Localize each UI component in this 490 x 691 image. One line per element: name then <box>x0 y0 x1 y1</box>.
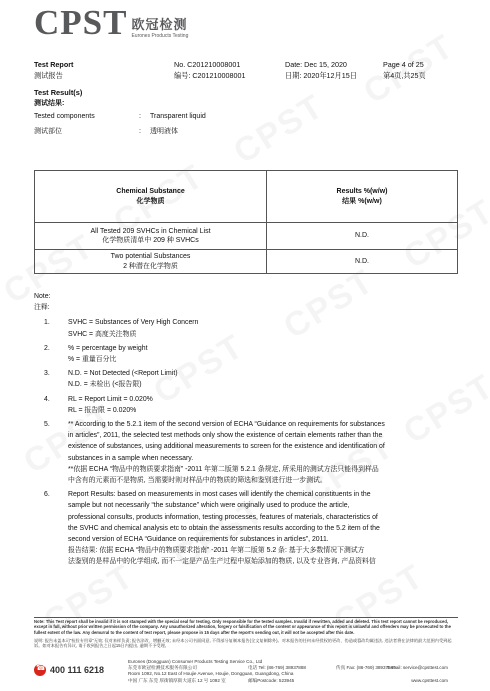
report-number-cn: 编号: C201210008001 <box>174 71 246 80</box>
address-row <box>128 678 448 684</box>
tested-components-label-cn: 测试部位 <box>34 128 62 135</box>
result-cell: N.D. <box>267 250 458 274</box>
substance-cell <box>35 223 267 250</box>
note-item <box>34 368 466 390</box>
note-number: 6. <box>44 491 50 499</box>
company-address-block <box>128 659 448 684</box>
note-line: 法鉴别的是样品中的化学组成, 而不一定是产品生产过程中原始添加的物质, 以及专业咨询, 产品资料信 <box>68 558 376 566</box>
note-item <box>34 317 466 339</box>
table-header-row <box>35 171 458 223</box>
address-en: Room 1092, No.12 East of Houjie Avenue, Houjie, Dongguan, Guangdong, China <box>128 671 294 677</box>
substance-cell <box>35 250 267 274</box>
note-line: **依据 ECHA “物品中的物质要求指南” -2011 年第二版第 5.2.1 条规定, 所采用的测试方法只能得到样品 <box>68 465 379 473</box>
footer-divider <box>34 617 458 618</box>
note-line: second version of ECHA “Guidance on requirements for substances in articles”, 2011. <box>68 536 329 544</box>
report-type-cn: 测试报告 <box>34 71 63 80</box>
note-line: % = 重量百分比 <box>68 356 117 364</box>
note-line: Report Results: based on measurements in most cases will identify the chemical constituents in the <box>68 491 371 499</box>
footer-notice-cn: 说明: 报告未盖本司"检验专用章"无效; 仅对来样负责; 报告涂改、增删无效; 未经本公司书面同意, 不得部分复制本报告(全文复制除外)。对本报告的任何未经授权的更改、伪造或篡改均属违法, 违法者将在法律的最大范围内受到起诉。如对本报告有异议, 请于收到报告之日起15日内提出, 逾期不予受理。 <box>34 637 452 649</box>
fax: 传真 Fax: (86-769) 38937589 <box>336 665 396 671</box>
watermark-text <box>227 87 331 172</box>
notes-title-cn: 注释: <box>34 304 50 312</box>
hotline-number: 400 111 6218 <box>50 665 105 675</box>
substance-en: All Tested 209 SVHCs in Chemical List <box>90 227 211 235</box>
column-header-substance <box>35 171 267 223</box>
note-line: ** According to the 5.2.1 item of the second version of ECHA “Guidance on requirements for substances <box>68 421 385 429</box>
company-name-cn: 东莞市欧冠检测技术服务有限公司 <box>128 665 197 671</box>
company-logo <box>34 3 189 42</box>
report-date-en: Date: Dec 15, 2020 <box>285 60 347 69</box>
note-number: 5. <box>44 421 50 429</box>
note-line: SVHC = 高度关注物质 <box>68 330 137 338</box>
logo-english-name: Eurones Products Testing <box>131 33 189 39</box>
footer-notice <box>34 619 458 648</box>
note-line: the SVHC and chemical analysis etc to obtain the assessments results according to the 5.2 item of the <box>68 524 380 532</box>
note-item <box>34 343 466 365</box>
page-number-en: Page 4 of 25 <box>383 60 424 69</box>
report-date-cn: 日期: 2020年12月15日 <box>285 71 357 80</box>
substance-en: Two potential Substances <box>110 253 191 260</box>
notes-section <box>34 291 466 568</box>
page-number-cn: 第4页,共25页 <box>383 71 426 80</box>
address-cn: 中国 广东 东莞 厚街镇厚街大道东 12 号 1092 室 <box>128 677 226 683</box>
note-line: substances in a sample when necessary. <box>68 454 194 462</box>
website-link[interactable]: www.cpsttest.com <box>411 677 448 683</box>
column-header-results-en: Results %(w/w) <box>336 188 388 195</box>
logo-chinese-name: 欧冠检测 <box>131 17 188 32</box>
test-results-title: Test Result(s) <box>34 88 83 97</box>
results-table <box>34 170 458 274</box>
note-number: 3. <box>44 370 50 378</box>
note-item <box>34 394 466 416</box>
tested-components-value-cn: 透明液体 <box>150 128 178 135</box>
footer-notice-en: Note: This Test report shall be invalid if it is not stamped with the special seal for testing. Only responsible for the tested samples. Invalid if rewritten, added and deleted. This test report cannot be reproduced, except in full, without prior written permission of the company. Any unauthorized alteration, forgery or falsification of the content or appearance of this report is unlawful and offenders may be prosecuted to the fullest extent of the law. Any demurral to the content of test report, please propose in 15 days after the report's sending out, it will not be accepted after this date. <box>34 619 451 635</box>
result-cell: N.D. <box>267 223 458 250</box>
notes-title: Note: <box>34 293 51 300</box>
note-line: sample but not necessarily “the substance” which were originally used to produce the article, <box>68 502 350 510</box>
note-line: % = percentage by weight <box>68 344 148 352</box>
column-header-results-cn: 结果 %(w/w) <box>342 197 382 205</box>
note-number: 1. <box>44 319 50 327</box>
note-line: 报告结果: 依据 ECHA “物品中的物质要求指南” -2011 年第二版第 5.2 条: 基于大多数情况下测试方 <box>68 547 365 555</box>
note-item <box>34 419 466 486</box>
tested-components-value: Transparent liquid <box>150 113 206 120</box>
email-link[interactable]: E-mail: service@cpsttest.com <box>387 665 448 671</box>
note-line: RL = 报告限 = 0.020% <box>68 406 137 414</box>
colon-separator: : <box>139 128 141 135</box>
table-row <box>35 223 458 250</box>
column-header-results <box>267 171 458 223</box>
table-row <box>35 250 458 274</box>
column-header-substance-en: Chemical Substance <box>116 188 185 195</box>
phone-icon <box>34 664 46 676</box>
note-number: 2. <box>44 344 50 352</box>
tested-components-label: Tested components <box>34 113 95 120</box>
note-line: existence of substances, using additional measurements to screen for the existence and identification of <box>68 443 385 451</box>
report-number-en: No. C201210008001 <box>174 60 241 69</box>
note-line: N.D. = 未检出 (<报告限) <box>68 381 142 389</box>
company-name-en: Eurones (Dongguan) Consumer Products Testing Service Co., Ltd <box>128 659 263 664</box>
colon-separator: : <box>139 113 141 120</box>
logo-wordmark: CPST <box>34 3 128 42</box>
postcode: 邮编Postcode: 523945 <box>248 677 295 683</box>
note-item <box>34 489 466 567</box>
note-line: 中含有的元素而不是物质, 当需要时则对样品中的物质的筛选和鉴别进行进一步测试。 <box>68 477 327 485</box>
substance-cn: 2 种潜在化学物质 <box>123 262 178 270</box>
note-line: in articles”, 2011, the selected test methods only show the existence of certain elements rather than the <box>68 432 383 440</box>
substance-cn: 化学物质清单中 209 种 SVHCs <box>102 237 199 244</box>
test-results-title-cn: 测试结果: <box>34 100 65 107</box>
column-header-substance-cn: 化学物质 <box>136 197 165 205</box>
footer-contact-bar <box>34 659 458 685</box>
report-type-en: Test Report <box>34 60 74 69</box>
note-line: SVHC = Substances of Very High Concern <box>68 319 199 327</box>
note-line: N.D. = Not Detected (<Report Limit) <box>68 370 178 378</box>
note-line: professional consults, products information, testing processes, features of materials, characteristics of <box>68 513 378 521</box>
note-line: RL = Report Limit = 0.020% <box>68 395 153 403</box>
telephone: 电话 Tel: (86-769) 38937888 <box>248 665 306 671</box>
note-number: 4. <box>44 395 50 403</box>
